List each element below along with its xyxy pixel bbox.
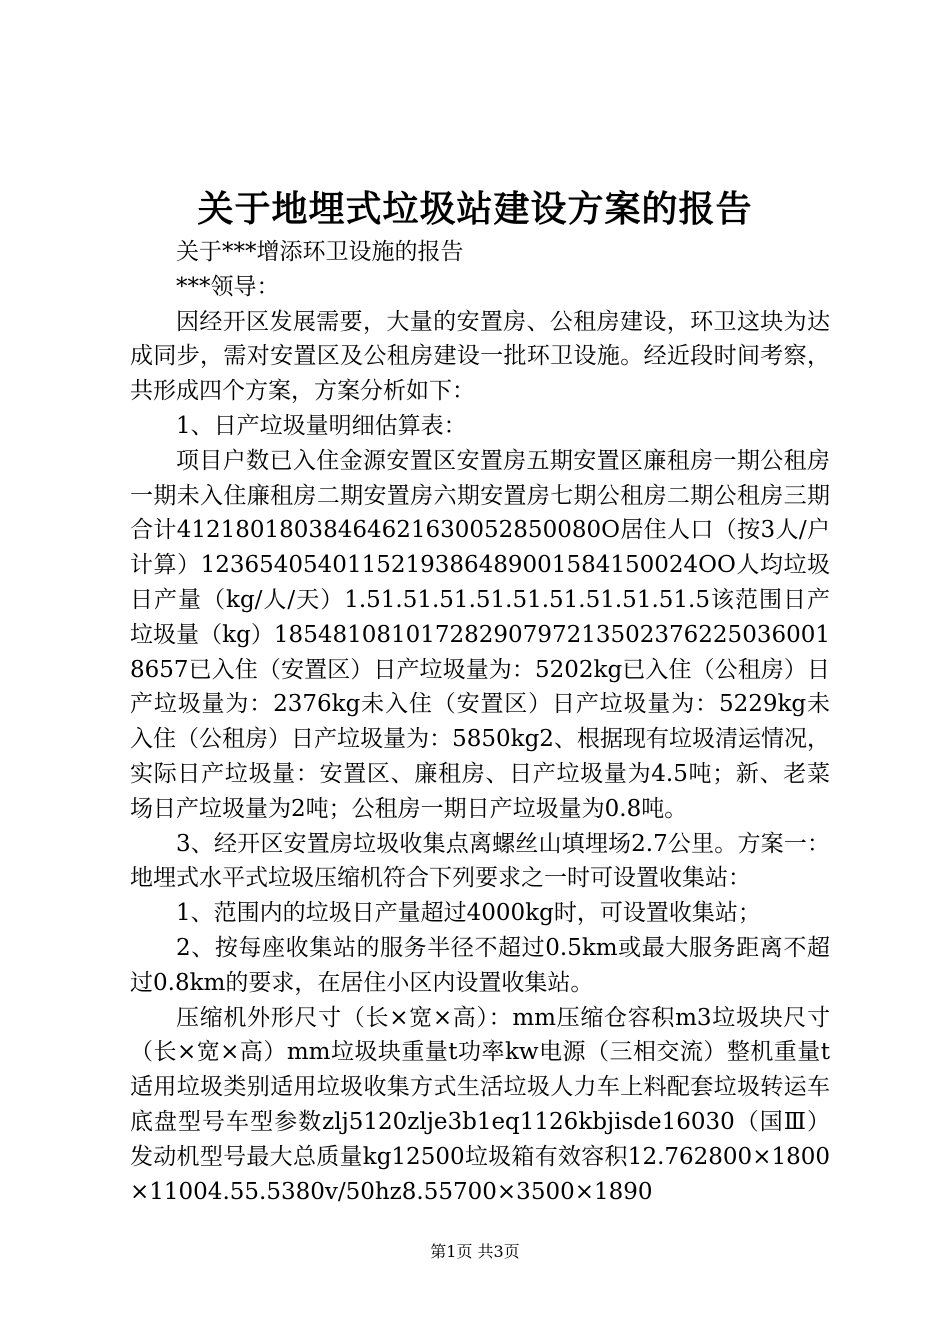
paragraph-intro: 因经开区发展需要，大量的安置房、公租房建设，环卫这块为达成同步，需对安置区及公租房建设一批环卫设施。经近段时间考察，共形成四个方案，方案分析如下：	[130, 308, 830, 405]
paragraph-section-1-heading: 1、日产垃圾量明细估算表：	[176, 412, 467, 439]
paragraph-requirement-1: 1、范围内的垃圾日产量超过4000kg时，可设置收集站；	[176, 900, 761, 927]
paragraph-salutation: ***领导：	[176, 273, 280, 300]
page-footer: 第1页 共3页	[430, 1242, 520, 1261]
paragraph-compressor-specs: 压缩机外形尺寸（长×宽×高）：mm压缩仓容积m3垃圾块尺寸（长×宽×高）mm垃圾块重量t功率kw电源（三相交流）整机重量t适用垃圾类别适用垃圾收集方式生活垃圾人力车上料配套垃圾转运车底盘型号车型参数zlj5120zlje3b1eq1126kbjisde16030（国Ⅲ）发动机型号最大总质量kg12500垃圾箱有效容积12.762800×1800×11004.55.5380v/50hz8.55700×3500×1890	[130, 1004, 830, 1205]
paragraph-requirement-2: 2、按每座收集站的服务半径不超过0.5km或最大服务距离不超过0.8km的要求，在居住小区内设置收集站。	[130, 934, 830, 996]
document-title: 关于地埋式垃圾站建设方案的报告	[197, 188, 753, 230]
paragraph-subject: 关于***增添环卫设施的报告	[176, 239, 464, 265]
paragraph-estimate-table: 项目户数已入住金源安置区安置房五期安置区廉租房一期公租房一期未入住廉租房二期安置房六期安置房七期公租房二期公租房三期合计41218018038464621630052850080O居住人口（按3人/户计算）1236540540115219386489001584150024OO人均垃圾日产量（kg/人/天）1.51.51.51.51.51.51.51.51.51.5该范围日产垃圾量（kg）18548108101728290797213502376225036001865​7已入住（安置区）日产垃圾量为：5202kg已入住（公租房）日产垃圾量为：2376kg未入住（安置区）日产垃圾量为：5229kg未入住（公租房）日产垃圾量为：5850kg2、根据现有垃圾清运情况，实际日产垃圾量：安置区、廉租房、日产垃圾量为4.5吨；新、老菜场日产垃圾量为2吨；公租房一期日产垃圾量为0.8吨。	[130, 447, 830, 822]
paragraph-plan-one: 3、经开区安置房垃圾收集点离螺丝山填埋场2.7公里。方案一：地埋式水平式垃圾压缩机符合下列要求之一时可设置收集站：	[130, 830, 830, 892]
document-body	[130, 235, 830, 1209]
